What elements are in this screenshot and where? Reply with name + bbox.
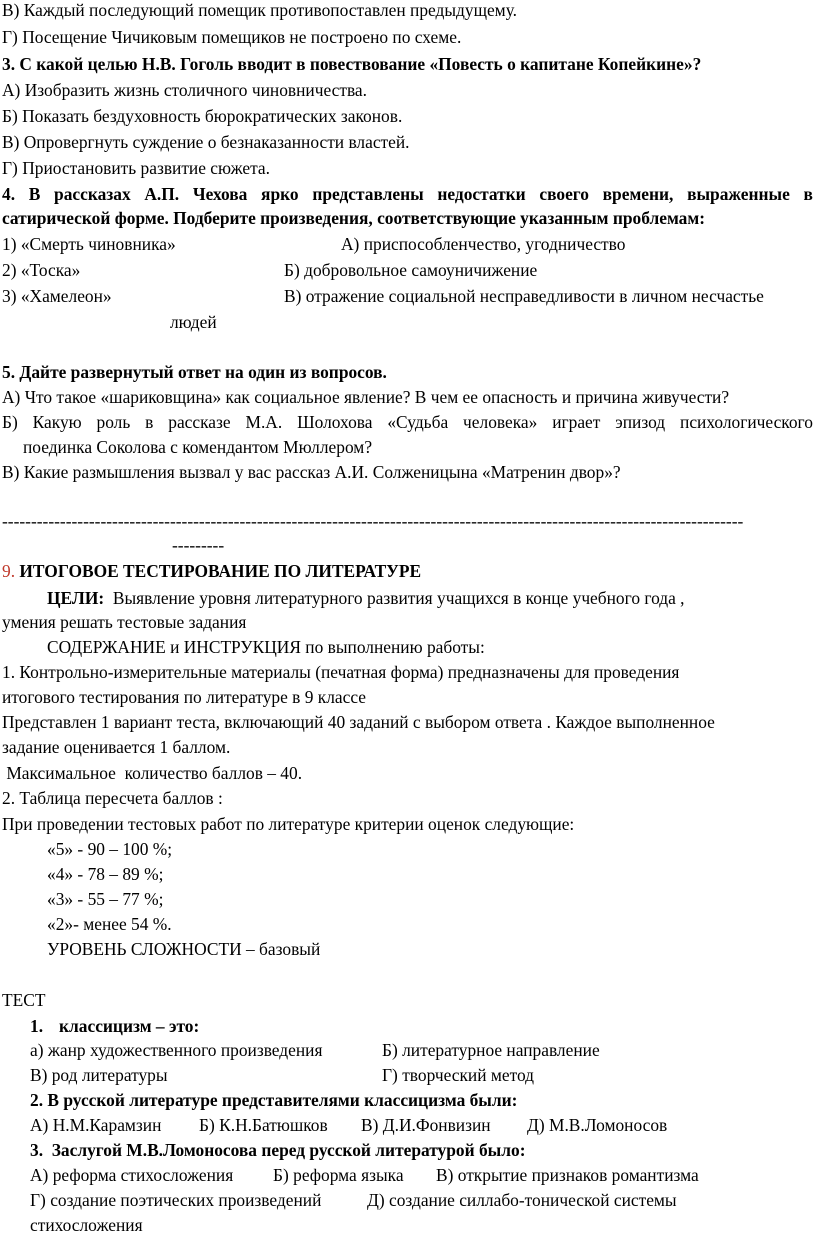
- paragraph-2-line-1: Представлен 1 вариант теста, включающий 40 заданий с выбором ответа . Каждое выполненное: [2, 712, 715, 732]
- q3-option-a: А) Изобразить жизнь столичного чиновничества.: [2, 80, 367, 100]
- q5-option-b-line1: [2, 411, 813, 433]
- test-q2-option-b: Б) К.Н.Батюшков: [199, 1115, 328, 1135]
- q5-word: «Судьба: [387, 412, 449, 432]
- test-q1-option-g: Г) творческий метод: [382, 1065, 535, 1085]
- q3-question: 3. С какой целью Н.В. Гоголь вводит в повествование «Повесть о капитане Копейкине»?: [2, 54, 702, 74]
- test-q3-question: 3. Заслугой М.В.Ломоносова перед русской литературой было:: [30, 1140, 526, 1160]
- content-heading: СОДЕРЖАНИЕ и ИНСТРУКЦИЯ по выполнению работы:: [47, 637, 485, 657]
- q5-option-v: В) Какие размышления вызвал у вас рассказ А.И. Солженицына «Матренин двор»?: [2, 462, 621, 482]
- q4-word: ярко: [261, 184, 299, 204]
- test-label: ТЕСТ: [2, 990, 46, 1010]
- q4-word: 4.: [2, 184, 16, 204]
- test-q3-option-a: А) реформа стихосложения: [30, 1165, 234, 1185]
- q4-right-item-b: Б) добровольное самоуничижение: [284, 260, 538, 280]
- goals-text: Выявление уровня литературного развития учащихся в конце учебного года ,: [104, 588, 685, 608]
- test-q3-option-b: Б) реформа языка: [273, 1165, 404, 1185]
- goals-line: [47, 587, 685, 609]
- difficulty-level: УРОВЕНЬ СЛОЖНОСТИ – базовый: [47, 939, 321, 959]
- q4-left-item-3: 3) «Хамелеон»: [2, 286, 112, 306]
- q4-left-item-2: 2) «Тоска»: [2, 260, 81, 280]
- grade-5: «5» - 90 – 100 %;: [47, 839, 173, 859]
- q4-word: Чехова: [192, 184, 248, 204]
- test-q1-option-a: а) жанр художественного произведения: [30, 1040, 323, 1060]
- q4-word: рассказах: [54, 184, 131, 204]
- dashed-separator-tail: ---------: [172, 535, 225, 555]
- q5-word: рассказе: [168, 412, 231, 432]
- q4-left-item-1: 1) «Смерть чиновника»: [2, 234, 176, 254]
- test-q1-question: классицизм – это:: [59, 1016, 200, 1036]
- q5-word: Шолохова: [297, 412, 373, 432]
- q5-word: человека»: [463, 412, 538, 432]
- section-title: ИТОГОВОЕ ТЕСТИРОВАНИЕ ПО ЛИТЕРАТУРЕ: [19, 561, 422, 581]
- q3-option-v: В) Опровергнуть суждение о безнаказанности властей.: [2, 132, 410, 152]
- q4-right-item-v-cont: людей: [170, 312, 217, 332]
- q4-word: выраженные: [687, 184, 790, 204]
- q4-word: В: [28, 184, 41, 204]
- q4-word: представлены: [312, 184, 424, 204]
- q4-word: своего: [539, 184, 589, 204]
- grade-4: «4» - 78 – 89 %;: [47, 864, 164, 884]
- q5-word: играет: [552, 412, 601, 432]
- q5-word: М.А.: [245, 412, 283, 432]
- q2-option-g: Г) Посещение Чичиковым помещиков не построено по схеме.: [2, 27, 462, 47]
- q5-word: эпизод: [615, 412, 666, 432]
- grade-3: «3» - 55 – 77 %;: [47, 889, 164, 909]
- q3-option-b: Б) Показать бездуховность бюрократических законов.: [2, 106, 403, 126]
- test-q3-option-v: В) открытие признаков романтизма: [436, 1165, 699, 1185]
- q5-word: роль: [96, 412, 131, 432]
- table-heading: 2. Таблица пересчета баллов :: [2, 788, 223, 808]
- test-q2-question: 2. В русской литературе представителями классицизма были:: [30, 1090, 518, 1110]
- test-q1-option-v: В) род литературы: [30, 1065, 168, 1085]
- goals-cont: умения решать тестовые задания: [2, 612, 247, 632]
- q3-option-g: Г) Приостановить развитие сюжета.: [2, 158, 270, 178]
- goals-label: ЦЕЛИ:: [47, 588, 105, 608]
- q4-word: А.П.: [144, 184, 180, 204]
- q5-option-b-cont: поединка Соколова с комендантом Мюллером?: [23, 437, 373, 457]
- q5-word: Б): [2, 412, 18, 432]
- q4-question-line1: [2, 183, 813, 205]
- grade-2: «2»- менее 54 %.: [47, 914, 172, 934]
- q4-word: времени,: [602, 184, 674, 204]
- paragraph-1-line-1: 1. Контрольно-измерительные материалы (печатная форма) предназначены для проведения: [2, 662, 680, 682]
- paragraph-2-line-2: задание оценивается 1 баллом.: [2, 737, 231, 757]
- max-points: Максимальное количество баллов – 40.: [2, 763, 303, 783]
- test-q3-option-d-cont: стихосложения: [30, 1215, 143, 1235]
- paragraph-1-line-2: итогового тестирования по литературе в 9 классе: [2, 687, 366, 707]
- section-number: 9.: [2, 561, 16, 581]
- q2-option-v: В) Каждый последующий помещик противопоставлен предыдущему.: [2, 0, 517, 20]
- test-q3-option-g: Г) создание поэтических произведений: [30, 1190, 322, 1210]
- test-q2-option-d: Д) М.В.Ломоносов: [527, 1115, 668, 1135]
- q4-right-item-v: В) отражение социальной несправедливости в личном несчастье: [284, 286, 764, 306]
- q5-question: 5. Дайте развернутый ответ на один из вопросов.: [2, 362, 387, 382]
- q5-word: в: [145, 412, 154, 432]
- q4-word: в: [803, 184, 813, 204]
- test-q2-option-a: А) Н.М.Карамзин: [30, 1115, 162, 1135]
- test-q3-option-d: Д) создание силлабо-тонической системы: [367, 1190, 677, 1210]
- q5-option-a: А) Что такое «шариковщина» как социальное явление? В чем ее опасность и причина живучести?: [2, 387, 730, 407]
- test-q2-option-v: В) Д.И.Фонвизин: [361, 1115, 491, 1135]
- test-q1-number: 1.: [30, 1016, 44, 1036]
- q4-word: недостатки: [437, 184, 526, 204]
- q5-word: Какую: [32, 412, 82, 432]
- dashed-separator: --------------------------------------------------------------------------------------------------------------------------------: [2, 511, 744, 531]
- q4-question-line2: сатирической форме. Подберите произведения, соответствующие указанным проблемам:: [2, 208, 706, 228]
- q5-word: психологического: [680, 412, 813, 432]
- test-q1-option-b: Б) литературное направление: [382, 1040, 600, 1060]
- section-heading: [2, 560, 421, 582]
- criteria-intro: При проведении тестовых работ по литературе критерии оценок следующие:: [2, 814, 575, 834]
- q4-right-item-a: А) приспособленчество, угодничество: [341, 234, 626, 254]
